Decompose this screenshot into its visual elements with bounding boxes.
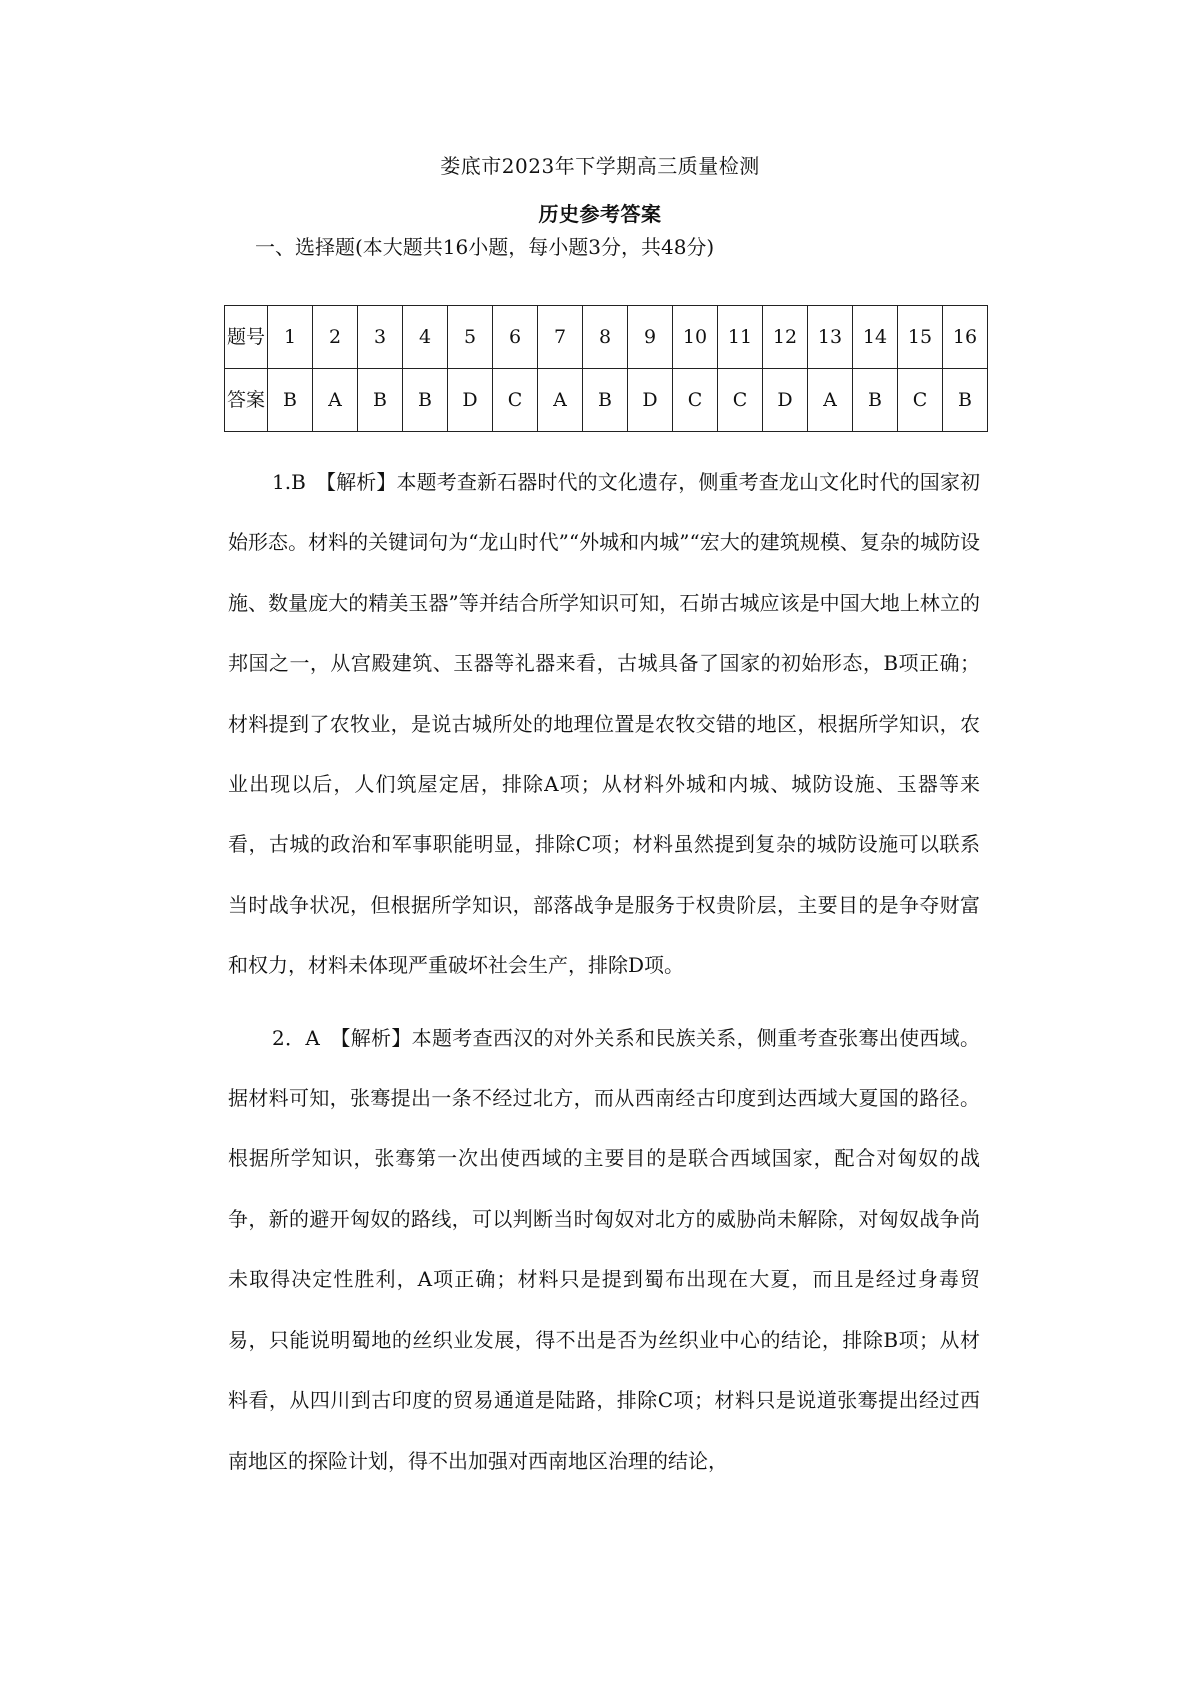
document-title: 娄底市2023年下学期高三质量检测: [440, 154, 760, 178]
answer-cell: A: [808, 369, 853, 432]
answer-cell: B: [853, 369, 898, 432]
document-subtitle: 历史参考答案: [538, 202, 662, 226]
question-number-cell: 16: [943, 306, 988, 369]
answer-cell: A: [538, 369, 583, 432]
answer-cell: C: [718, 369, 763, 432]
question-number-cell: 2: [313, 306, 358, 369]
question-number-cell: 5: [448, 306, 493, 369]
question-number-cell: 6: [493, 306, 538, 369]
question-number-cell: 10: [673, 306, 718, 369]
section-heading: 一、选择题(本大题共16小题，每小题3分，共48分): [255, 235, 715, 259]
answer-cell: A: [313, 369, 358, 432]
answer-cell: C: [493, 369, 538, 432]
answer-cell: C: [898, 369, 943, 432]
answer-cell: B: [268, 369, 313, 432]
answer-table: [224, 305, 988, 432]
question-number-cell: 9: [628, 306, 673, 369]
answer-cell: B: [403, 369, 448, 432]
answer-row: [225, 369, 988, 432]
answer-cell: D: [628, 369, 673, 432]
question-number-cell: 13: [808, 306, 853, 369]
answer-cell: B: [583, 369, 628, 432]
explanation-paragraph: 2．A 【解析】本题考查西汉的对外关系和民族关系，侧重考查张骞出使西域。据材料可知，张骞提出一条不经过北方，而从西南经古印度到达西域大夏国的路径。根据所学知识，张骞第一次出使西域的主要目的是联合西域国家，配合对匈奴的战争，新的避开匈奴的路线，可以判断当时匈奴对北方的威胁尚未解除，对匈奴战争尚未取得决定性胜利，A项正确；材料只是提到蜀布出现在大夏，而且是经过身毒贸易，只能说明蜀地的丝织业发展，得不出是否为丝织业中心的结论，排除B项；从材料看，从四川到古印度的贸易通道是陆路，排除C项；材料只是说道张骞提出经过西南地区的探险计划，得不出加强对西南地区治理的结论，: [228, 1025, 980, 1473]
question-number-cell: 8: [583, 306, 628, 369]
answer-cell: D: [448, 369, 493, 432]
question-number-cell: 14: [853, 306, 898, 369]
answer-cell: D: [763, 369, 808, 432]
answer-cell: C: [673, 369, 718, 432]
row-label-number: 题号: [225, 306, 268, 369]
question-number-cell: 12: [763, 306, 808, 369]
row-label-answer: 答案: [225, 369, 268, 432]
question-number-cell: 11: [718, 306, 763, 369]
explanation-paragraph: 1.B 【解析】本题考查新石器时代的文化遗存，侧重考查龙山文化时代的国家初始形态。材料的关键词句为“龙山时代”“外城和内城”“宏大的建筑规模、复杂的城防设施、数量庞大的精美玉器”等并结合所学知识可知，石峁古城应该是中国大地上林立的邦国之一，从宫殿建筑、玉器等礼器来看，古城具备了国家的初始形态，B项正确；材料提到了农牧业，是说古城所处的地理位置是农牧交错的地区，根据所学知识，农业出现以后，人们筑屋定居，排除A项；从材料外城和内城、城防设施、玉器等来看，古城的政治和军事职能明显，排除C项；材料虽然提到复杂的城防设施可以联系当时战争状况，但根据所学知识，部落战争是服务于权贵阶层，主要目的是争夺财富和权力，材料未体现严重破坏社会生产，排除D项。: [228, 470, 980, 978]
question-number-cell: 1: [268, 306, 313, 369]
explanations: [228, 452, 980, 1491]
question-number-cell: 4: [403, 306, 448, 369]
answer-cell: B: [943, 369, 988, 432]
question-number-cell: 7: [538, 306, 583, 369]
question-number-row: [225, 306, 988, 369]
question-number-cell: 15: [898, 306, 943, 369]
answer-cell: B: [358, 369, 403, 432]
question-number-cell: 3: [358, 306, 403, 369]
